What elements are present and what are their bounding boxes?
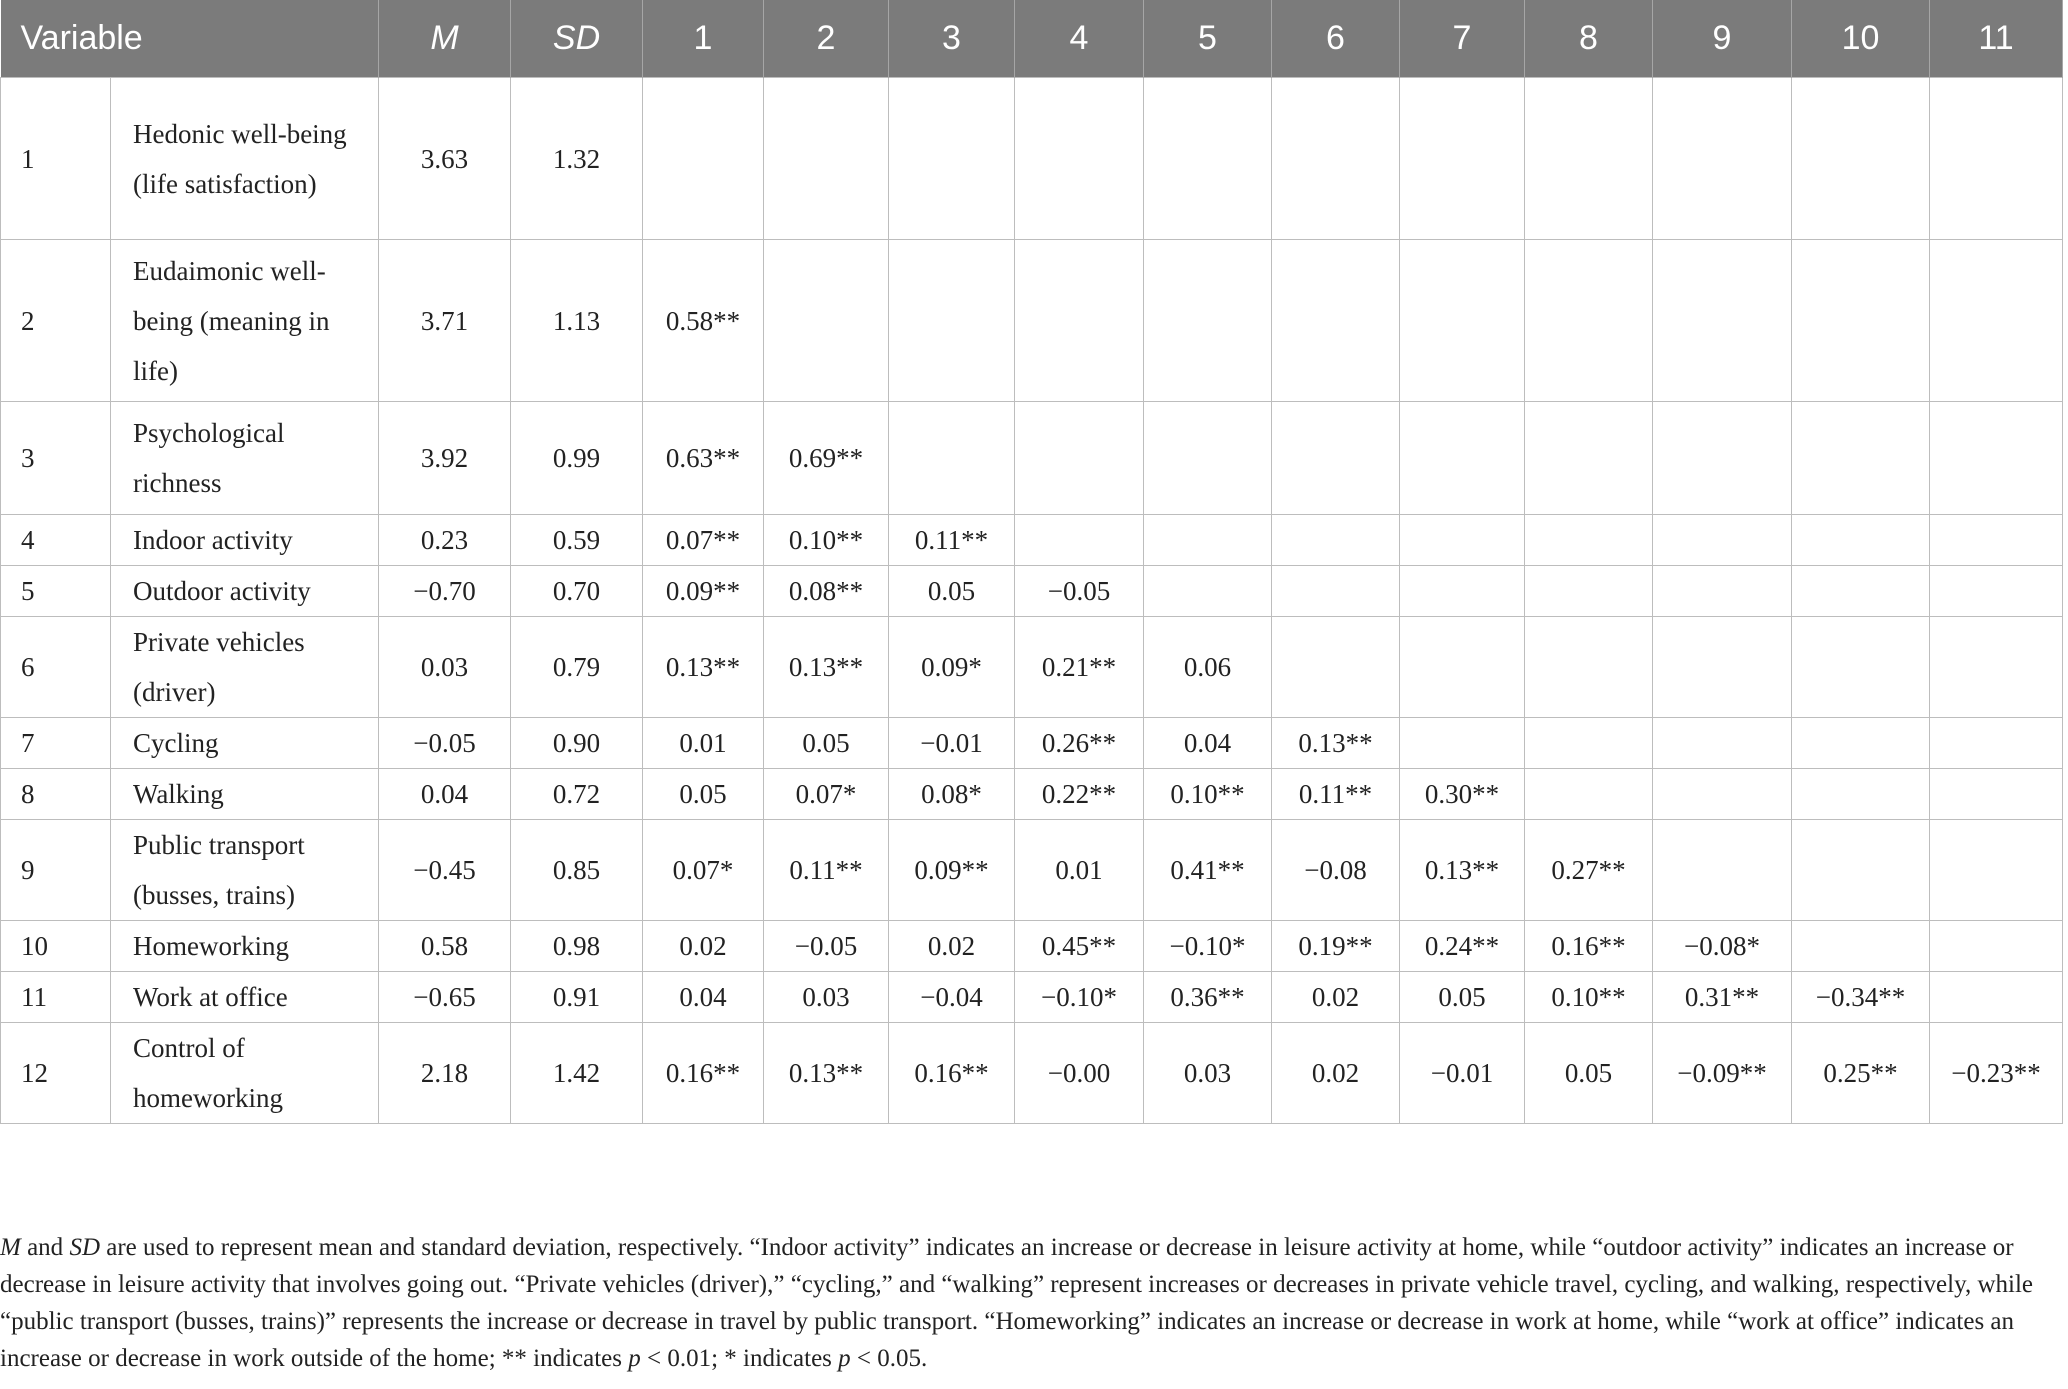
correlation-cell: 0.05 (889, 566, 1015, 617)
correlation-cell (1792, 566, 1930, 617)
table-row (1, 402, 2063, 515)
sd-value: 1.42 (511, 1023, 643, 1124)
correlation-cell: 0.01 (643, 718, 764, 769)
correlation-cell (1015, 240, 1144, 402)
correlation-cell: −0.23** (1930, 1023, 2063, 1124)
row-number: 2 (1, 240, 111, 402)
correlation-cell: 0.07** (643, 515, 764, 566)
sd-value: 0.59 (511, 515, 643, 566)
correlation-cell: 0.05 (764, 718, 889, 769)
header-col-1: 1 (643, 0, 764, 78)
row-number: 12 (1, 1023, 111, 1124)
correlation-cell: −0.10* (1144, 921, 1272, 972)
correlation-cell (1930, 402, 2063, 515)
correlation-cell (1930, 617, 2063, 718)
correlation-cell: 0.27** (1525, 820, 1653, 921)
correlation-cell (1653, 820, 1792, 921)
row-number: 9 (1, 820, 111, 921)
correlation-cell: 0.06 (1144, 617, 1272, 718)
variable-name: Psychological richness (111, 402, 379, 515)
correlation-cell (889, 78, 1015, 240)
table-row (1, 718, 2063, 769)
header-mean: M (379, 0, 511, 78)
correlation-cell (1653, 566, 1792, 617)
table-row (1, 820, 2063, 921)
sd-value: 0.79 (511, 617, 643, 718)
correlation-cell (1400, 78, 1525, 240)
correlation-cell: 0.30** (1400, 769, 1525, 820)
row-number: 11 (1, 972, 111, 1023)
variable-name: Indoor activity (111, 515, 379, 566)
correlation-cell (1792, 769, 1930, 820)
sd-value: 0.99 (511, 402, 643, 515)
correlation-cell: 0.26** (1015, 718, 1144, 769)
correlation-cell: 0.22** (1015, 769, 1144, 820)
variable-name: Outdoor activity (111, 566, 379, 617)
correlation-cell (1653, 78, 1792, 240)
correlation-cell (889, 240, 1015, 402)
correlation-cell: 0.24** (1400, 921, 1525, 972)
correlation-cell: −0.01 (889, 718, 1015, 769)
correlation-cell: 0.09** (643, 566, 764, 617)
correlation-cell (1525, 617, 1653, 718)
correlation-cell (1653, 718, 1792, 769)
correlation-cell (1930, 972, 2063, 1023)
correlation-cell (1792, 240, 1930, 402)
row-number: 8 (1, 769, 111, 820)
table-row (1, 1023, 2063, 1124)
correlation-cell (1930, 718, 2063, 769)
sd-value: 0.70 (511, 566, 643, 617)
correlation-cell (1525, 718, 1653, 769)
correlation-cell (1144, 566, 1272, 617)
sd-value: 1.13 (511, 240, 643, 402)
variable-name: Work at office (111, 972, 379, 1023)
correlation-cell: 0.04 (1144, 718, 1272, 769)
header-col-5: 5 (1144, 0, 1272, 78)
correlation-cell (1930, 769, 2063, 820)
mean-value: −0.65 (379, 972, 511, 1023)
correlation-cell: 0.01 (1015, 820, 1144, 921)
sd-value: 0.85 (511, 820, 643, 921)
correlation-cell (1144, 240, 1272, 402)
variable-name: Hedonic well-being (life satisfaction) (111, 78, 379, 240)
correlation-cell: 0.63** (643, 402, 764, 515)
correlation-cell (1144, 78, 1272, 240)
correlation-cell (1792, 402, 1930, 515)
header-col-8: 8 (1525, 0, 1653, 78)
correlation-cell: 0.13** (643, 617, 764, 718)
correlation-cell (1653, 617, 1792, 718)
mean-value: 0.58 (379, 921, 511, 972)
header-col-11: 11 (1930, 0, 2063, 78)
correlation-cell: 0.13** (1272, 718, 1400, 769)
correlation-cell (1792, 718, 1930, 769)
correlation-cell (1792, 617, 1930, 718)
correlation-cell: −0.05 (764, 921, 889, 972)
correlation-cell: −0.01 (1400, 1023, 1525, 1124)
correlation-cell: 0.45** (1015, 921, 1144, 972)
correlation-cell (764, 240, 889, 402)
correlation-cell (1525, 240, 1653, 402)
correlation-cell (1792, 820, 1930, 921)
sd-value: 0.90 (511, 718, 643, 769)
row-number: 5 (1, 566, 111, 617)
correlation-cell: 0.13** (764, 1023, 889, 1124)
correlation-cell (1144, 402, 1272, 515)
correlation-cell: 0.05 (1525, 1023, 1653, 1124)
table-body (1, 78, 2063, 1124)
correlation-cell (1400, 566, 1525, 617)
correlation-cell: 0.10** (764, 515, 889, 566)
table-header-row (1, 0, 2063, 78)
correlation-cell (1930, 240, 2063, 402)
correlation-cell (1400, 718, 1525, 769)
correlation-cell: −0.00 (1015, 1023, 1144, 1124)
note-p-2: p (838, 1345, 851, 1372)
variable-name: Cycling (111, 718, 379, 769)
correlation-cell: 0.11** (764, 820, 889, 921)
correlation-cell (1653, 402, 1792, 515)
correlation-cell: −0.08 (1272, 820, 1400, 921)
correlation-cell: 0.03 (764, 972, 889, 1023)
correlation-cell: 0.25** (1792, 1023, 1930, 1124)
header-col-3: 3 (889, 0, 1015, 78)
correlation-cell: 0.11** (1272, 769, 1400, 820)
correlation-cell (1930, 515, 2063, 566)
table-row (1, 921, 2063, 972)
header-sd: SD (511, 0, 643, 78)
variable-name: Walking (111, 769, 379, 820)
correlation-cell (1015, 515, 1144, 566)
correlation-cell: 0.13** (1400, 820, 1525, 921)
variable-name: Control of homeworking (111, 1023, 379, 1124)
correlation-cell: −0.05 (1015, 566, 1144, 617)
table-row (1, 78, 2063, 240)
mean-value: 0.23 (379, 515, 511, 566)
variable-name: Private vehicles (driver) (111, 617, 379, 718)
correlation-cell (1272, 566, 1400, 617)
mean-value: 3.71 (379, 240, 511, 402)
sd-value: 0.72 (511, 769, 643, 820)
correlation-cell (1272, 78, 1400, 240)
correlation-cell: 0.05 (1400, 972, 1525, 1023)
correlation-cell: 0.16** (643, 1023, 764, 1124)
row-number: 7 (1, 718, 111, 769)
sd-value: 0.91 (511, 972, 643, 1023)
correlation-cell: 0.19** (1272, 921, 1400, 972)
correlation-cell (1272, 240, 1400, 402)
correlation-cell (1400, 240, 1525, 402)
correlation-cell: 0.36** (1144, 972, 1272, 1023)
header-col-6: 6 (1272, 0, 1400, 78)
mean-value: 2.18 (379, 1023, 511, 1124)
table-row (1, 972, 2063, 1023)
correlation-cell: 0.10** (1525, 972, 1653, 1023)
table-row (1, 566, 2063, 617)
correlation-cell (643, 78, 764, 240)
correlation-cell (1525, 402, 1653, 515)
correlation-cell (1400, 402, 1525, 515)
correlation-cell: 0.21** (1015, 617, 1144, 718)
correlation-cell: 0.13** (764, 617, 889, 718)
correlation-cell (1272, 515, 1400, 566)
variable-name: Public transport (busses, trains) (111, 820, 379, 921)
correlation-cell: 0.07* (764, 769, 889, 820)
table-row (1, 240, 2063, 402)
correlation-cell: −0.08* (1653, 921, 1792, 972)
header-col-10: 10 (1792, 0, 1930, 78)
correlation-cell (1015, 402, 1144, 515)
correlation-cell: 0.08* (889, 769, 1015, 820)
correlation-cell: 0.02 (1272, 972, 1400, 1023)
correlation-cell: −0.09** (1653, 1023, 1792, 1124)
note-m: M (0, 1234, 21, 1261)
mean-value: −0.70 (379, 566, 511, 617)
row-number: 3 (1, 402, 111, 515)
correlation-cell (1525, 78, 1653, 240)
correlation-cell (1525, 769, 1653, 820)
correlation-cell: 0.31** (1653, 972, 1792, 1023)
row-number: 1 (1, 78, 111, 240)
mean-value: −0.05 (379, 718, 511, 769)
correlation-cell (1930, 820, 2063, 921)
header-col-4: 4 (1015, 0, 1144, 78)
mean-value: 3.63 (379, 78, 511, 240)
header-col-7: 7 (1400, 0, 1525, 78)
correlation-cell (1400, 617, 1525, 718)
correlation-cell: 0.02 (643, 921, 764, 972)
mean-value: 0.03 (379, 617, 511, 718)
correlation-cell (1792, 78, 1930, 240)
correlation-cell (1930, 78, 2063, 240)
correlation-cell (764, 78, 889, 240)
note-text-1: are used to represent mean and standard deviation, respectively. “Indoor activity” indicates an increase or decrease in leisure activity at home, while “outdoor activity” indicates an increase or decrease in leisure activity that involves going out. “Private vehicles (driver),” “cycling,” and “walking” represent increases or decreases in private vehicle travel, cycling, and walking, respectively, while “public transport (busses, trains)” represents the increase or decrease in travel by public transport. “Homeworking” indicates an increase or decrease in work at home, while “work at office” indicates an increase or decrease in work outside of the home; ** indicates (0, 1234, 2033, 1372)
mean-value: 0.04 (379, 769, 511, 820)
mean-value: −0.45 (379, 820, 511, 921)
header-variable: Variable (1, 0, 379, 78)
correlation-cell (1400, 515, 1525, 566)
correlation-cell: 0.08** (764, 566, 889, 617)
note-text-2: < 0.01; * indicates (640, 1345, 839, 1372)
correlation-cell (1792, 515, 1930, 566)
correlation-cell: 0.11** (889, 515, 1015, 566)
note-text-3: < 0.05. (850, 1345, 928, 1372)
variable-name: Eudaimonic well-being (meaning in life) (111, 240, 379, 402)
correlation-cell: 0.04 (643, 972, 764, 1023)
correlation-cell (1653, 515, 1792, 566)
table-row (1, 769, 2063, 820)
correlation-cell: −0.34** (1792, 972, 1930, 1023)
correlation-cell (1930, 921, 2063, 972)
table-footnote (0, 1229, 2058, 1377)
correlation-cell: 0.09** (889, 820, 1015, 921)
correlation-cell: 0.03 (1144, 1023, 1272, 1124)
row-number: 6 (1, 617, 111, 718)
correlation-cell (1525, 566, 1653, 617)
correlation-cell: 0.05 (643, 769, 764, 820)
correlation-cell (1792, 921, 1930, 972)
correlation-cell: 0.02 (889, 921, 1015, 972)
correlation-cell: −0.04 (889, 972, 1015, 1023)
mean-value: 3.92 (379, 402, 511, 515)
correlation-cell: 0.16** (889, 1023, 1015, 1124)
correlation-cell (1272, 402, 1400, 515)
sd-value: 0.98 (511, 921, 643, 972)
correlation-cell (1525, 515, 1653, 566)
note-sd: SD (69, 1234, 100, 1261)
correlation-cell (1653, 240, 1792, 402)
row-number: 4 (1, 515, 111, 566)
variable-name: Homeworking (111, 921, 379, 972)
correlation-cell: 0.09* (889, 617, 1015, 718)
correlation-cell (1272, 617, 1400, 718)
correlation-cell (1930, 566, 2063, 617)
row-number: 10 (1, 921, 111, 972)
correlation-cell: 0.69** (764, 402, 889, 515)
sd-value: 1.32 (511, 78, 643, 240)
correlation-cell: 0.10** (1144, 769, 1272, 820)
correlation-cell: 0.07* (643, 820, 764, 921)
correlation-cell (1144, 515, 1272, 566)
correlation-cell: 0.41** (1144, 820, 1272, 921)
correlation-cell (1653, 769, 1792, 820)
correlation-cell: 0.16** (1525, 921, 1653, 972)
header-col-9: 9 (1653, 0, 1792, 78)
correlation-cell: −0.10* (1015, 972, 1144, 1023)
note-p-1: p (628, 1345, 641, 1372)
correlation-cell: 0.02 (1272, 1023, 1400, 1124)
correlation-cell (1015, 78, 1144, 240)
correlation-cell: 0.58** (643, 240, 764, 402)
table-row (1, 515, 2063, 566)
table-row (1, 617, 2063, 718)
note-and: and (20, 1234, 70, 1261)
correlation-cell (889, 402, 1015, 515)
header-col-2: 2 (764, 0, 889, 78)
